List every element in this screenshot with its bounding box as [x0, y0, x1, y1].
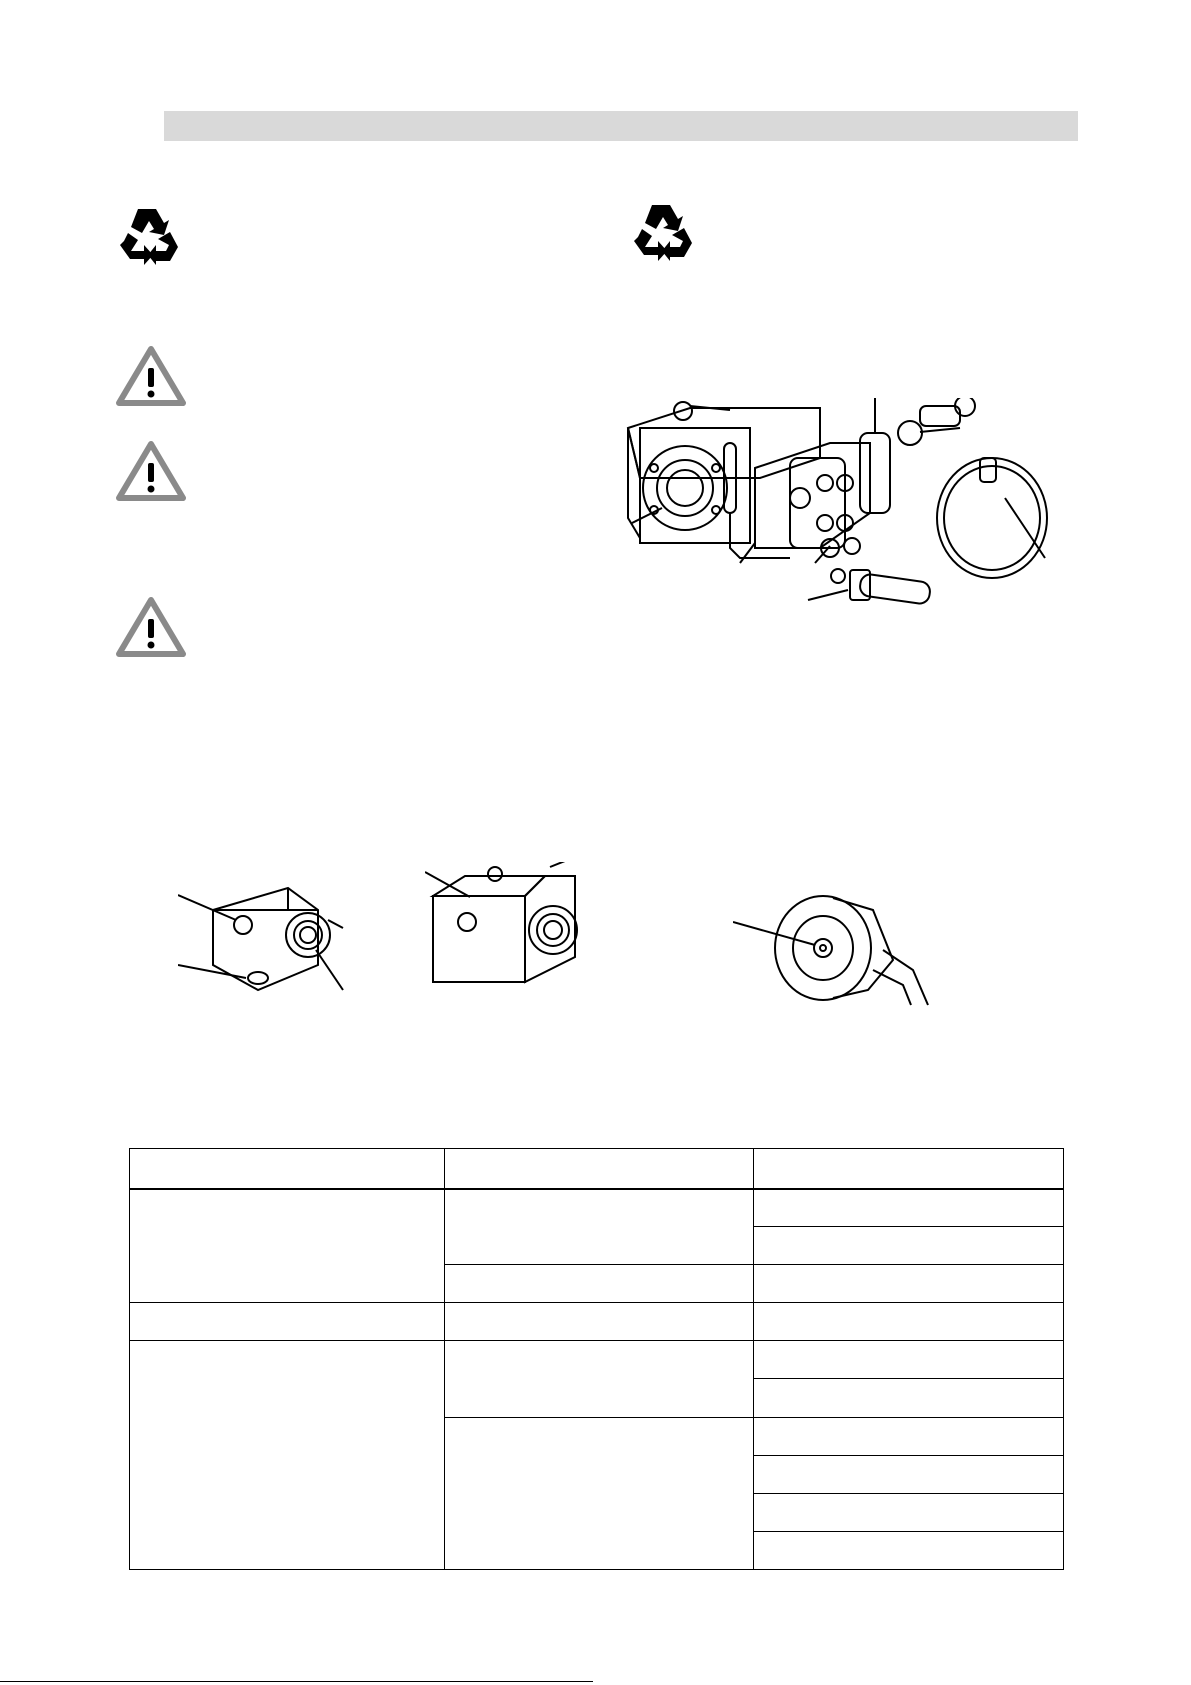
troubleshooting-table [129, 1148, 1063, 1570]
table-cell [754, 1417, 1064, 1455]
table-cell [754, 1303, 1064, 1341]
table-header-row [130, 1149, 1064, 1189]
gearbox-top-view-illustration [425, 862, 585, 984]
table-cell [445, 1265, 754, 1303]
table-cell [754, 1455, 1064, 1493]
table-row [130, 1189, 1064, 1227]
table-cell [754, 1189, 1064, 1227]
table-cell [130, 1303, 445, 1341]
table-cell [754, 1531, 1064, 1569]
table-header-cell [445, 1149, 754, 1189]
table-header-cell [130, 1149, 445, 1189]
section-header-bar [164, 111, 1078, 141]
pump-assembly-illustration [620, 398, 1052, 628]
table-row [130, 1341, 1064, 1379]
spray-nozzle-illustration [733, 890, 933, 1010]
table-cell [754, 1341, 1064, 1379]
warning-icon [116, 346, 186, 406]
recycle-icon [630, 201, 698, 263]
table-cell [445, 1303, 754, 1341]
warning-icon [116, 441, 186, 501]
table-cell [754, 1493, 1064, 1531]
gearbox-oil-cap-illustration [178, 880, 348, 1000]
table-header-cell [754, 1149, 1064, 1189]
table-cell [754, 1265, 1064, 1303]
table-cell [130, 1341, 445, 1570]
table-cell [754, 1379, 1064, 1417]
recycle-icon [116, 205, 184, 267]
table-cell [445, 1417, 754, 1569]
table-cell [754, 1227, 1064, 1265]
table-row [130, 1303, 1064, 1341]
table-cell [445, 1341, 754, 1417]
table-cell [130, 1189, 445, 1303]
table-cell [445, 1189, 754, 1265]
footer-rule [0, 1681, 593, 1682]
warning-icon [116, 597, 186, 657]
